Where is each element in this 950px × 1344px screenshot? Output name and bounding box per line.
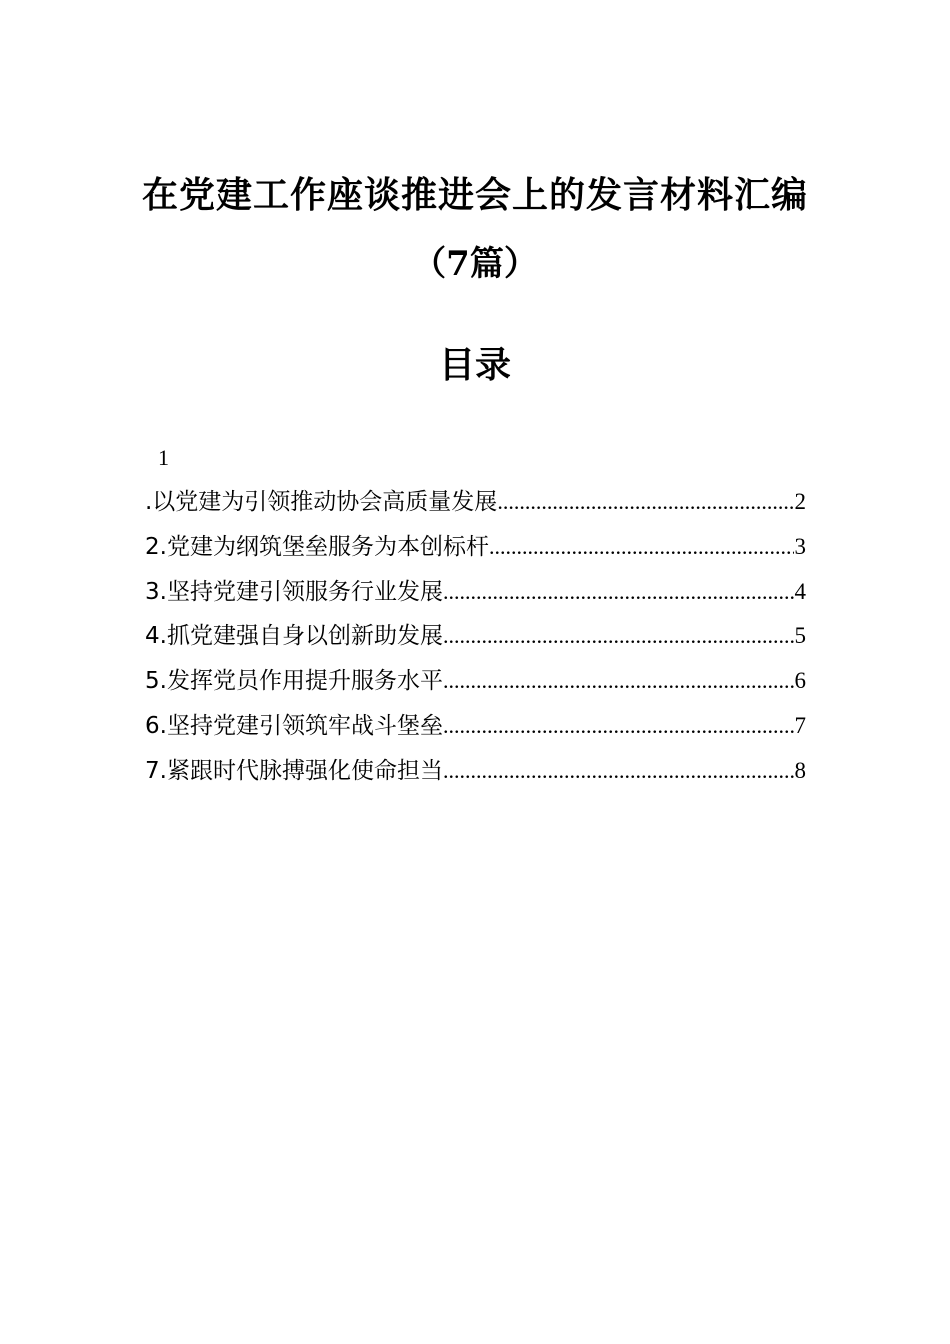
toc-entry-page: 3: [794, 533, 806, 559]
toc-entry[interactable]: [145, 663, 806, 708]
toc-leader-dots: [443, 663, 794, 699]
toc-entry[interactable]: [145, 618, 806, 663]
toc-entry-page: 4: [794, 578, 806, 604]
toc-entry-page: 2: [794, 489, 806, 514]
toc-entry[interactable]: [145, 484, 806, 529]
toc-entry-page: 8: [794, 757, 806, 783]
toc-entry[interactable]: [145, 753, 806, 798]
document-subtitle: （7篇）: [412, 244, 538, 284]
toc-leader-dots: [489, 529, 794, 565]
toc-leader-dots: [443, 708, 794, 744]
toc-entry-title: 6.坚持党建引领筑牢战斗堡垒: [145, 712, 443, 739]
toc-entry-title: 3.坚持党建引领服务行业发展: [145, 578, 443, 605]
toc-entry-title: 4.抓党建强自身以创新助发展: [145, 623, 443, 650]
toc-heading: 目录: [438, 344, 511, 386]
toc-entry[interactable]: [145, 574, 806, 619]
toc-entry-page: 7: [794, 712, 806, 738]
toc-entry-page: 5: [794, 623, 806, 649]
document-title: 在党建工作座谈推进会上的发言材料汇编: [141, 174, 808, 216]
toc-leader-dots: [443, 618, 794, 654]
toc-first-number: 1: [158, 445, 169, 470]
toc-leader-dots: [497, 484, 793, 520]
toc-entry-title: 7.紧跟时代脉搏强化使命担当: [145, 757, 443, 784]
toc-entry-title: 2.党建为纲筑堡垒服务为本创标杆: [145, 533, 489, 560]
toc-entry-title: .以党建为引领推动协会高质量发展: [145, 489, 498, 515]
toc-leader-dots: [443, 574, 794, 610]
toc-entry-page: 6: [794, 668, 806, 694]
toc-leader-dots: [443, 753, 794, 789]
table-of-contents: [145, 484, 806, 798]
toc-entry-title: 5.发挥党员作用提升服务水平: [145, 668, 443, 695]
toc-entry[interactable]: [145, 708, 806, 753]
toc-entry[interactable]: [145, 529, 806, 574]
